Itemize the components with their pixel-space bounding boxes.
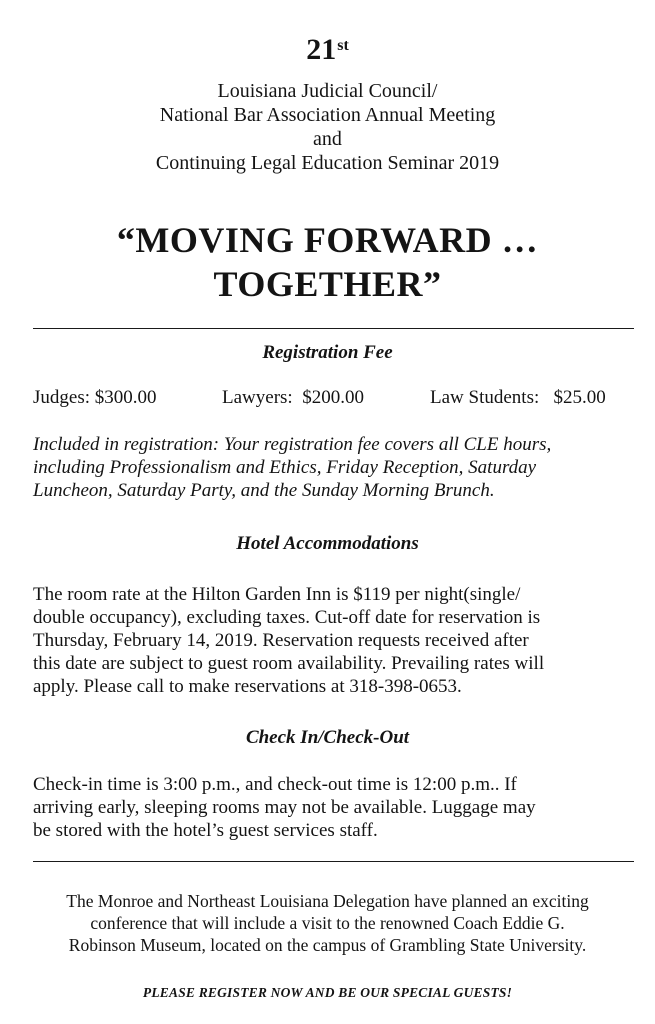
closing-line-3: Robinson Museum, located on the campus of Grambling State University. xyxy=(68,935,587,955)
fee-judges-label: Judges: xyxy=(33,387,90,408)
fee-lawyers-label: Lawyers: xyxy=(222,387,293,408)
checkin-details xyxy=(33,773,638,842)
registration-heading: Registration Fee xyxy=(262,342,393,363)
theme-line-2: TOGETHER” xyxy=(213,264,442,304)
hotel-line-4: this date are subject to guest room availability. Prevailing rates will xyxy=(33,653,545,674)
hotel-line-1: The room rate at the Hilton Garden Inn is $119 per night(single/ xyxy=(33,584,521,605)
checkin-line-3: be stored with the hotel’s guest services staff. xyxy=(33,820,378,841)
event-title-line-1: Louisiana Judicial Council/ xyxy=(217,80,438,102)
registration-included xyxy=(33,433,638,502)
event-theme xyxy=(0,218,655,306)
edition-number-value: 21 xyxy=(306,33,337,66)
hotel-line-3: Thursday, February 14, 2019. Reservation requests received after xyxy=(33,630,529,651)
checkin-line-2: arriving early, sleeping rooms may not be available. Luggage may xyxy=(33,797,536,818)
fee-judges-amount: $300.00 xyxy=(94,387,157,408)
registration-included-line-2: including Professionalism and Ethics, Friday Reception, Saturday xyxy=(33,457,537,478)
hotel-details xyxy=(33,583,638,698)
bottom-divider xyxy=(33,861,634,862)
hotel-line-5: apply. Please call to make reservations at 318-398-0653. xyxy=(33,676,462,697)
checkin-heading: Check In/Check-Out xyxy=(245,727,410,748)
edition-number xyxy=(0,32,655,68)
closing-message xyxy=(0,890,655,956)
fee-law-students xyxy=(430,386,606,410)
edition-suffix: st xyxy=(337,37,349,54)
fee-law-students-label: Law Students: xyxy=(430,387,540,408)
fee-law-students-amount: $25.00 xyxy=(553,387,606,408)
registration-included-line-3: Luncheon, Saturday Party, and the Sunday Morning Brunch. xyxy=(33,480,495,501)
theme-line-1: “MOVING FORWARD … xyxy=(116,220,539,260)
call-to-action: PLEASE REGISTER NOW AND BE OUR SPECIAL GUESTS! xyxy=(142,985,513,1000)
registration-included-line-1: Included in registration: Your registration fee covers all CLE hours, xyxy=(33,434,552,455)
event-title-line-4: Continuing Legal Education Seminar 2019 xyxy=(155,152,500,174)
checkin-line-1: Check-in time is 3:00 p.m., and check-out time is 12:00 p.m.. If xyxy=(33,774,517,795)
closing-line-2: conference that will include a visit to the renowned Coach Eddie G. xyxy=(90,913,565,933)
fee-list xyxy=(33,386,633,410)
fee-lawyers-amount: $200.00 xyxy=(302,387,364,408)
hotel-heading: Hotel Accommodations xyxy=(236,533,419,554)
fee-judges xyxy=(33,386,157,410)
hotel-line-2: double occupancy), excluding taxes. Cut-off date for reservation is xyxy=(33,607,541,628)
top-divider xyxy=(33,328,634,329)
event-title-line-3: and xyxy=(313,128,342,150)
event-title-line-2: National Bar Association Annual Meeting xyxy=(159,104,496,126)
event-title xyxy=(0,79,655,175)
fee-lawyers xyxy=(222,386,364,410)
closing-line-1: The Monroe and Northeast Louisiana Delegation have planned an exciting xyxy=(66,891,589,911)
